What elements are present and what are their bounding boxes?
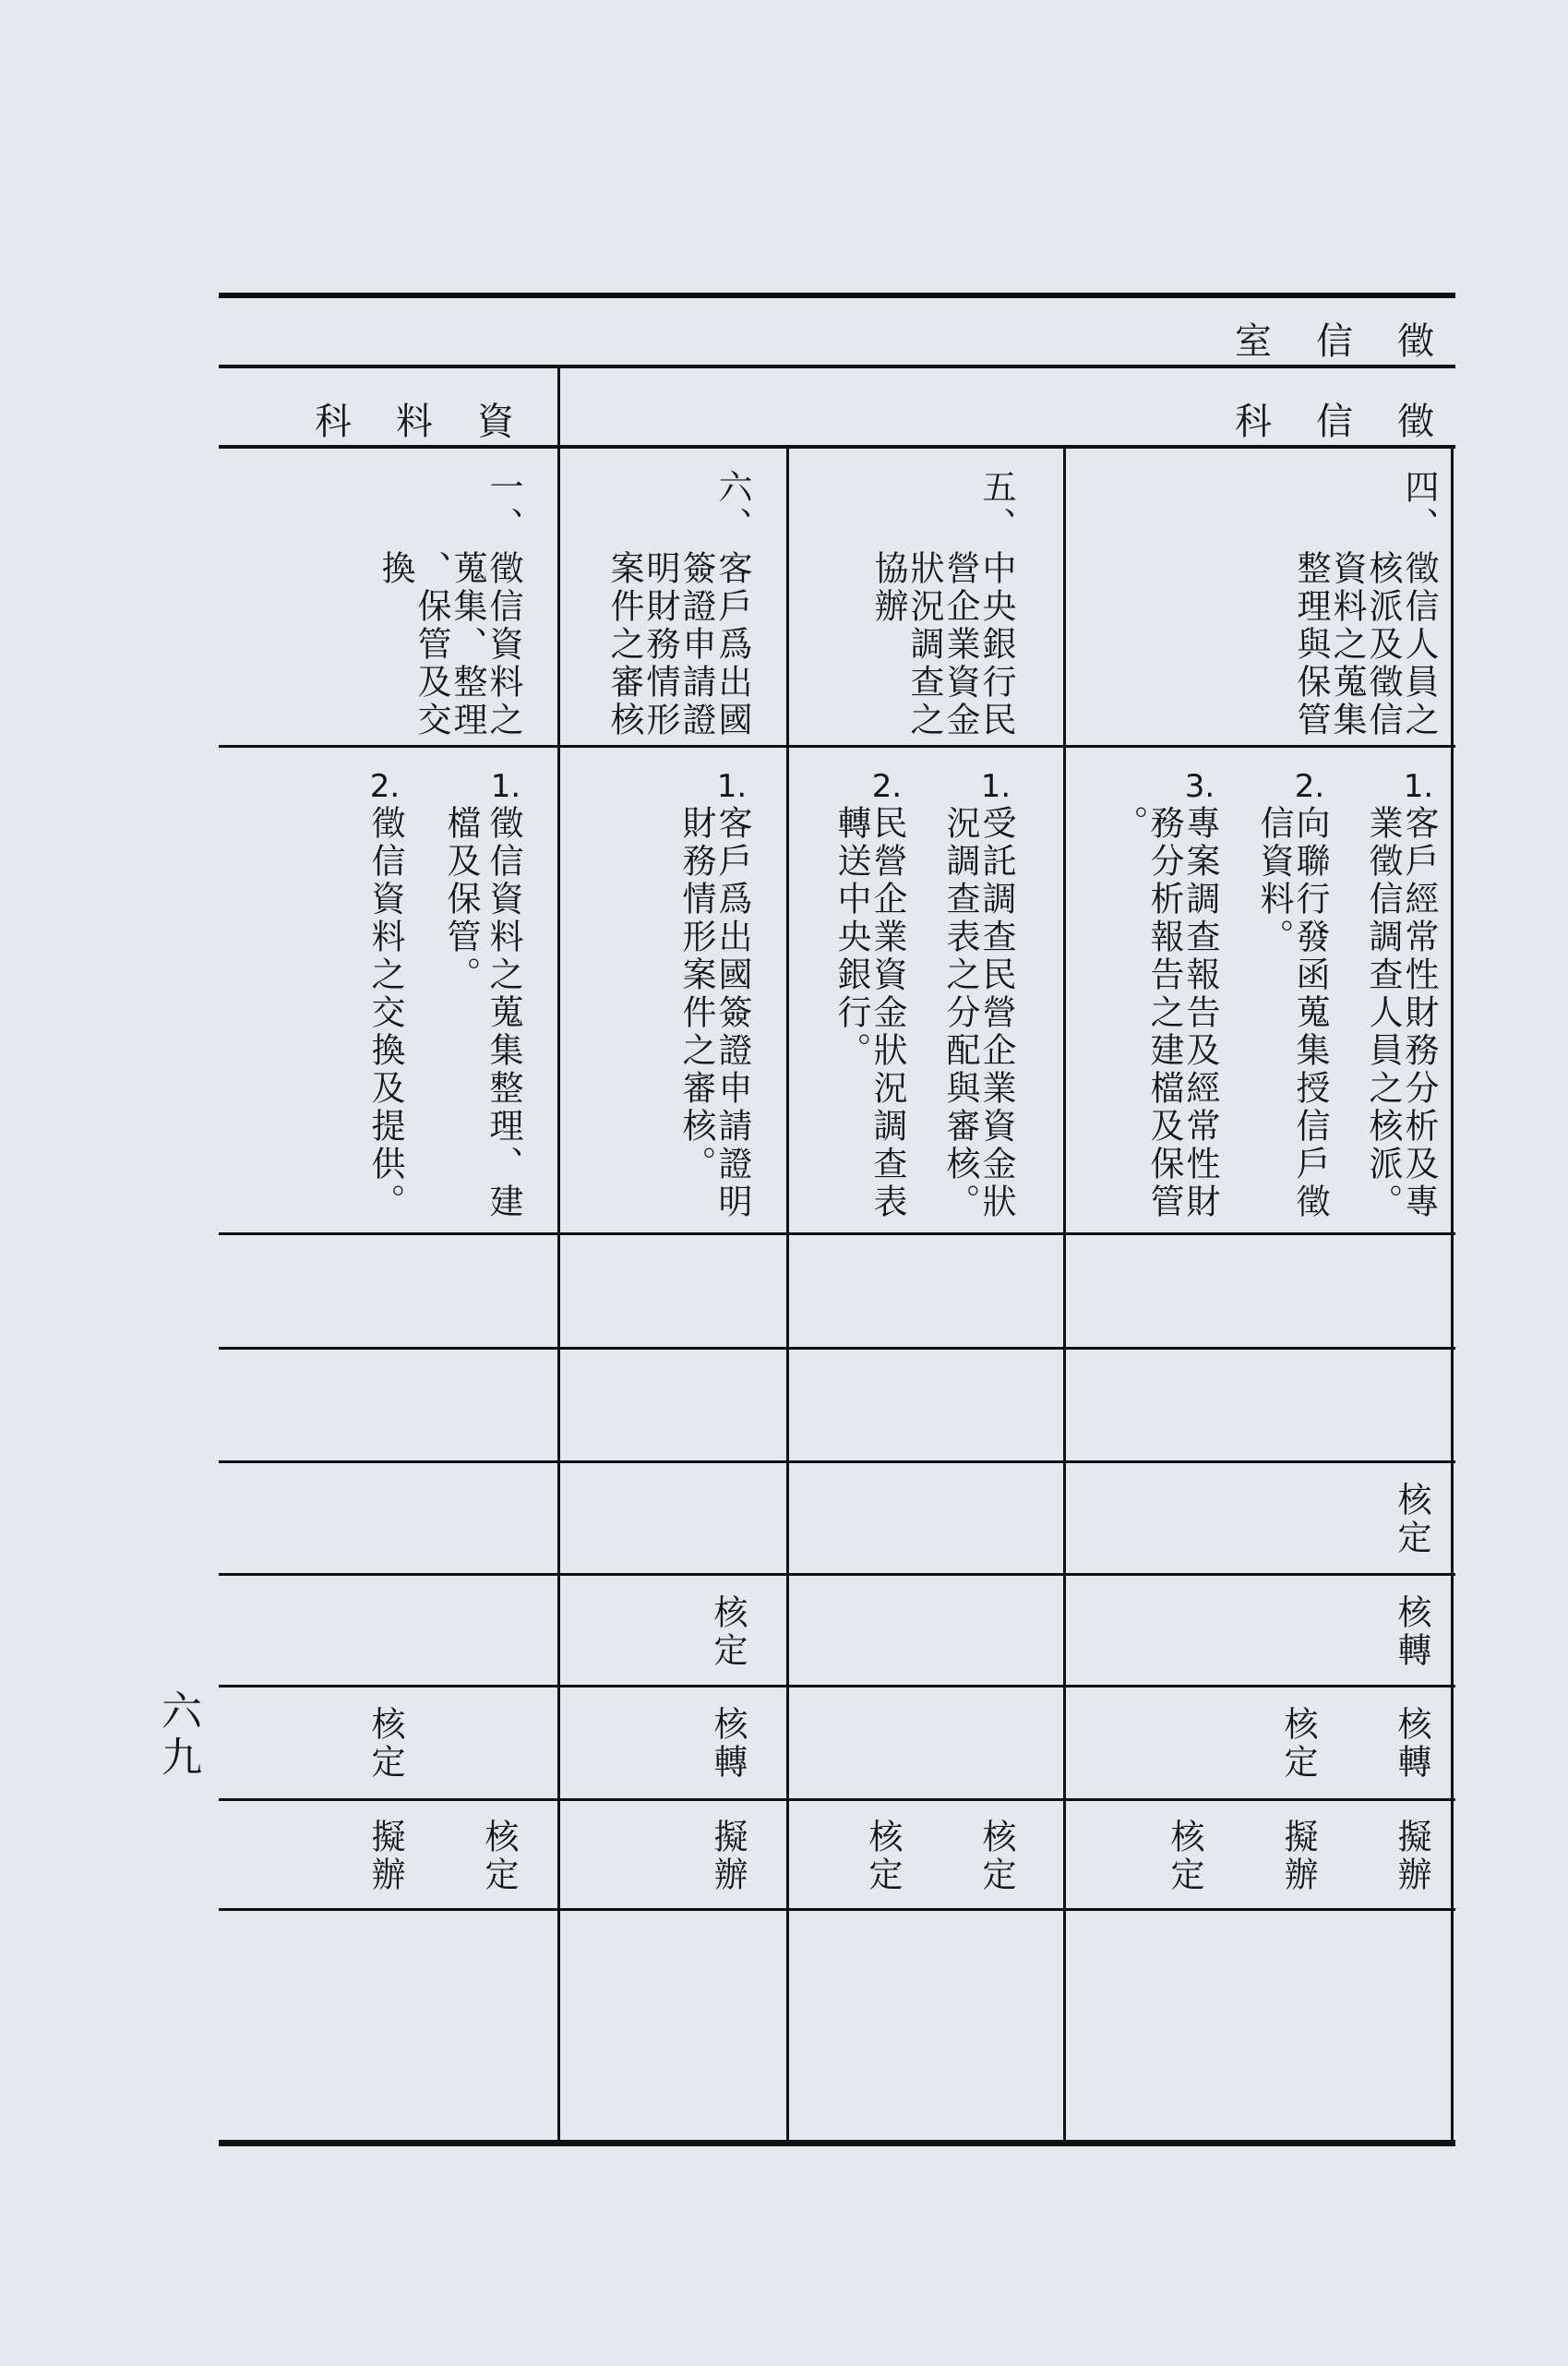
text-line: 業徵信調查人員之核派。 [1363, 805, 1403, 1221]
text-line: 務分析報告之建檔及保管 [1144, 805, 1184, 1221]
text-line: 整理與保管 [1291, 550, 1331, 739]
text-line: 換 [376, 550, 415, 588]
task-number: 3. [1184, 768, 1215, 805]
task-text [1256, 805, 1328, 1221]
table-bottom-rule [219, 2140, 1455, 2146]
text-line: 簽證申請證 [676, 550, 716, 739]
text-line: 徵信資料之交換及提供。 [365, 805, 405, 1221]
text-line: 狀況調查之 [904, 550, 944, 739]
text-line: 案件之審核 [604, 550, 644, 739]
item-number: 四、 [1399, 469, 1439, 545]
text-line: 客戶爲出國 [712, 550, 752, 739]
task-number: 1. [716, 768, 748, 805]
item-text [606, 550, 750, 739]
text-line: 蒐集、整理 [448, 550, 487, 739]
rule-row [219, 1460, 1455, 1463]
rule-row [219, 1908, 1455, 1911]
approval-mark: 核定 [708, 1594, 748, 1670]
text-line: 協辦 [868, 550, 908, 626]
divider-section [557, 366, 560, 2144]
task-text [678, 805, 750, 1221]
task-text [1110, 805, 1218, 1221]
page-number: 六九 [154, 1689, 201, 1782]
task-number: 1. [980, 768, 1011, 805]
text-line: 明財務情形 [640, 550, 680, 739]
approval-mark: 核定 [479, 1819, 519, 1894]
task-text [833, 805, 905, 1221]
task-text [367, 805, 403, 1221]
section-heading-data: 資料科 [315, 401, 558, 443]
approval-mark: 擬辦 [365, 1819, 405, 1894]
item-text [377, 550, 521, 739]
text-line: 徵信人員之 [1399, 550, 1439, 739]
approval-mark: 核轉 [708, 1706, 748, 1782]
text-line: 民營企業資金狀況調查表 [868, 805, 907, 1221]
task-text [1365, 805, 1437, 1221]
task-number: 1. [1403, 768, 1434, 805]
text-line: 向聯行發函蒐集授信戶徵 [1290, 805, 1330, 1221]
item-number: 五、 [976, 469, 1016, 545]
rule-row [219, 1573, 1455, 1576]
text-line: 信資料。 [1254, 805, 1294, 956]
task-text [439, 805, 524, 1221]
rule-items [219, 745, 1455, 748]
approval-mark: 核轉 [1392, 1594, 1431, 1670]
divider-col [1063, 447, 1066, 2144]
rule-tasks [219, 1232, 1455, 1235]
text-line: 轉送中央銀行。 [832, 805, 871, 1070]
approval-mark: 核定 [976, 1819, 1016, 1894]
office-heading: 徵信室 [1235, 320, 1478, 363]
task-number: 1. [490, 768, 521, 805]
table-top-rule [219, 293, 1455, 298]
approval-mark: 核轉 [1392, 1706, 1431, 1782]
text-line: 營企業資金 [940, 550, 980, 739]
approval-mark: 核定 [1165, 1819, 1204, 1894]
text-line: 客戶經常性財務分析及專 [1399, 805, 1439, 1221]
text-line: 資料之蒐集 [1327, 550, 1367, 739]
task-number: 2. [1294, 768, 1325, 805]
approval-mark: 核定 [1392, 1482, 1431, 1557]
table-right-border [1451, 447, 1454, 2144]
approval-mark: 擬辦 [1392, 1819, 1431, 1894]
rule-sections [219, 445, 1455, 449]
rule-office [219, 365, 1455, 368]
text-line: 客戶爲出國簽證申請證明 [712, 805, 752, 1221]
item-text [1293, 550, 1437, 739]
rule-row [219, 1685, 1455, 1687]
text-line: 徵信資料之 [484, 550, 523, 739]
text-line: 核派及徵信 [1363, 550, 1403, 739]
text-line: 檔及保管。 [441, 805, 481, 994]
rule-row [219, 1798, 1455, 1801]
item-text [870, 550, 1014, 739]
text-line: 專案調查報告及經常性財 [1180, 805, 1220, 1221]
rule-row [219, 1347, 1455, 1350]
approval-mark: 核定 [365, 1706, 405, 1782]
approval-mark: 核定 [1278, 1706, 1318, 1782]
item-number: 六、 [712, 469, 752, 545]
text-line: 財務情形案件之審核。 [676, 805, 716, 1183]
task-text [942, 805, 1014, 1221]
section-heading-credit: 徵信科 [1235, 401, 1478, 443]
text-line: 徵信資料之蒐集整理、建 [484, 805, 523, 1221]
approval-mark: 擬辦 [1278, 1819, 1318, 1894]
item-number: 一、 [484, 469, 523, 545]
text-line: 況調查表之分配與審核。 [940, 805, 980, 1221]
text-line: 中央銀行民 [976, 550, 1016, 739]
task-number: 2. [871, 768, 903, 805]
divider-col [786, 447, 789, 2144]
task-number: 2. [369, 768, 401, 805]
approval-mark: 擬辦 [708, 1819, 748, 1894]
approval-mark: 核定 [863, 1819, 903, 1894]
text-line: 、保管及交 [412, 550, 451, 739]
text-line: 。 [1108, 805, 1148, 843]
text-line: 受託調查民營企業資金狀 [976, 805, 1016, 1221]
